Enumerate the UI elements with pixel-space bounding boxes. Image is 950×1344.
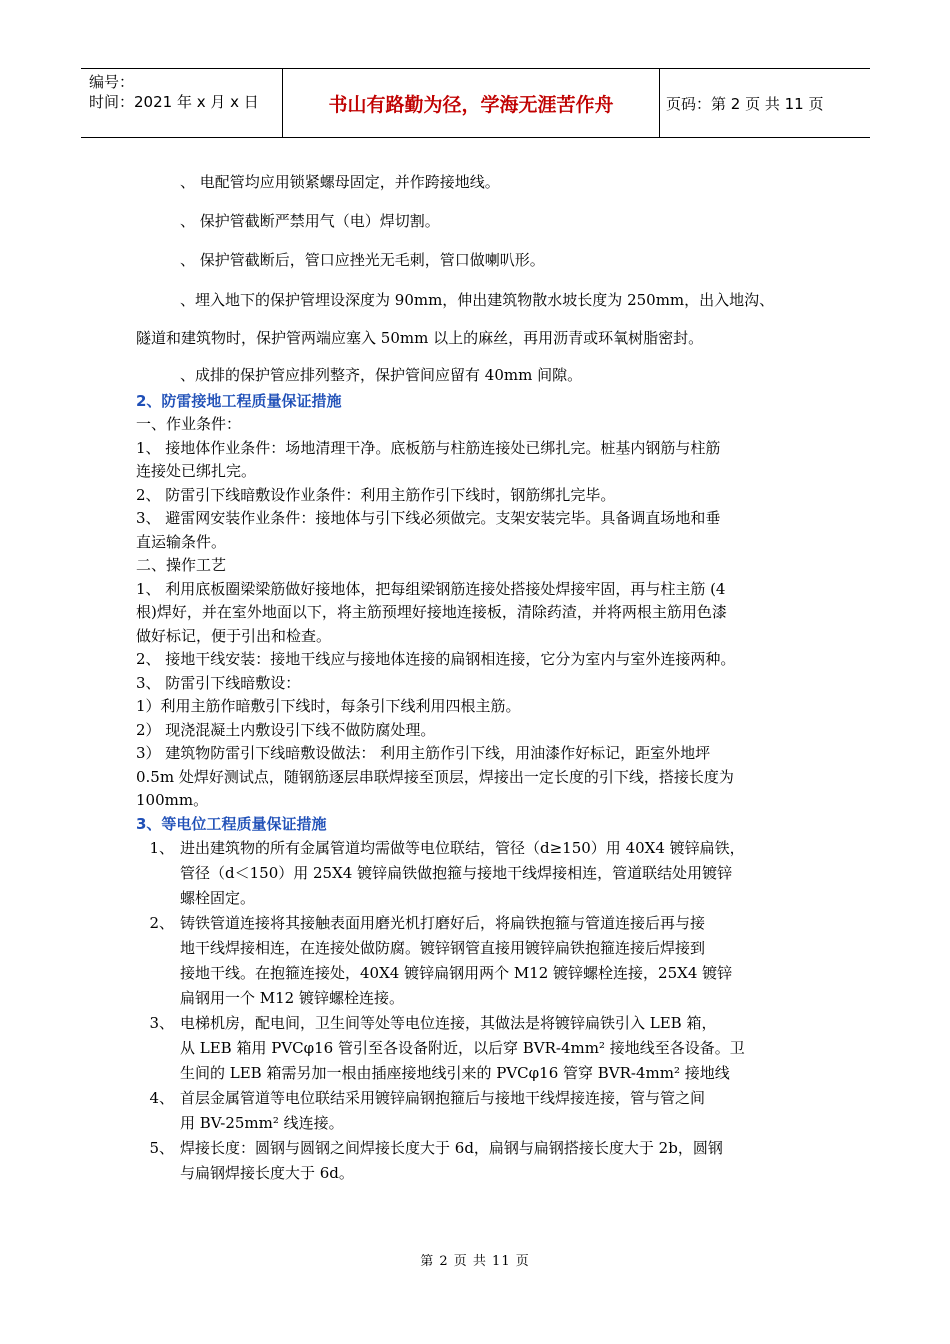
item-number: 2、 — [149, 913, 174, 932]
date-label: 时间：2021 年 x 月 x 日 — [89, 93, 259, 111]
text-line: 100mm。 — [136, 791, 209, 809]
text-line: 从 LEB 箱用 PVCφ16 管引至各设备附近，以后穿 BVR-4mm² 接地线至各设备。卫 — [180, 1038, 745, 1057]
intro-paragraph — [136, 170, 812, 195]
motto-cell — [283, 69, 660, 137]
text-line: 、成排的保护管应排列整齐，保护管间应留有 40mm 间隙。 — [180, 366, 583, 384]
item-text — [180, 836, 812, 911]
text-line: 根)焊好，并在室外地面以下，将主筋预埋好接地连接板，清除药渣，并将两根主筋用色漆 — [136, 603, 727, 621]
item-number: 3、 — [149, 1013, 174, 1032]
text-line: 连接处已绑扎完。 — [136, 462, 257, 480]
text-line: 隧道和建筑物时，保护管两端应塞入 50mm 以上的麻丝，再用沥青或环氧树脂密封。 — [136, 329, 704, 347]
item-text — [180, 1011, 812, 1086]
list-item — [110, 1136, 812, 1186]
text-line: 、 电配管均应用锁紧螺母固定，并作跨接地线。 — [180, 173, 500, 191]
intro-paragraph — [136, 248, 812, 273]
section-2-body — [136, 413, 812, 813]
item-text — [180, 1086, 812, 1136]
text-line: 2） 现浇混凝土内敷设引下线不做防腐处理。 — [136, 720, 436, 739]
intro-paragraph — [136, 281, 812, 357]
section-3-body — [110, 836, 812, 1186]
text-line: 3、 避雷网安装作业条件：接地体与引下线必须做完。支架安装完毕。具备调直场地和垂 — [136, 509, 721, 527]
text-line: 接地干线。在抱箍连接处，40X4 镀锌扁钢用两个 M12 镀锌螺栓连接，25X4 镀锌 — [180, 963, 733, 982]
text-line: 3、 防雷引下线暗敷设： — [136, 673, 301, 692]
text-line: 1、 利用底板圈梁梁筋做好接地体，把每组梁钢筋连接处搭接处焊接牢固，再与柱主筋 (4 — [136, 579, 726, 598]
item-number: 5、 — [149, 1138, 174, 1157]
item-text — [180, 1136, 812, 1186]
item-number: 1、 — [149, 838, 174, 857]
section-3-title: 3、等电位工程质量保证措施 — [136, 814, 327, 833]
text-line: 、 保护管截断严禁用气（电）焊切割。 — [180, 212, 440, 230]
number-label: 编号： — [89, 73, 135, 91]
text-line: 生间的 LEB 箱需另加一根由插座接地线引来的 PVCφ16 管穿 BVR-4mm² 接地线 — [180, 1063, 730, 1082]
text-line: 、埋入地下的保护管埋设深度为 90mm，伸出建筑物散水坡长度为 250mm，出入地沟、 — [180, 291, 775, 309]
item-text — [180, 911, 812, 1011]
page-number-cell — [660, 69, 870, 137]
page-label: 页码：第 2 页 共 11 页 — [666, 94, 824, 113]
text-line: 进出建筑物的所有金属管道均需做等电位联结，管径（d≥150）用 40X4 镀锌扁铁， — [180, 838, 745, 857]
text-line: 铸铁管道连接将其接触表面用磨光机打磨好后，将扁铁抱箍与管道连接后再与接 — [180, 913, 706, 932]
text-line: 管径（d＜150）用 25X4 镀锌扁铁做抱箍与接地干线焊接相连，管道联结处用镀锌 — [180, 863, 733, 882]
text-line: 直运输条件。 — [136, 532, 227, 551]
text-line: 电梯机房，配电间，卫生间等处等电位连接，其做法是将镀锌扁铁引入 LEB 箱， — [180, 1013, 717, 1032]
text-line: 地干线焊接相连，在连接处做防腐。镀锌钢管直接用镀锌扁铁抱箍连接后焊接到 — [180, 938, 706, 957]
list-item — [110, 1011, 812, 1086]
text-line: 首层金属管道等电位联结采用镀锌扁钢抱箍后与接地干线焊接连接，管与管之间 — [180, 1088, 706, 1107]
text-line: 一、作业条件： — [136, 415, 242, 433]
page-footer — [0, 1250, 950, 1269]
header-meta-cell — [81, 69, 283, 137]
text-line: 二、操作工艺 — [136, 556, 227, 574]
text-line: 1、 接地体作业条件：场地清理干净。底板筋与柱筋连接处已绑扎完。桩基内钢筋与柱筋 — [136, 438, 721, 457]
document-body — [136, 170, 812, 1186]
text-line: 、 保护管截断后，管口应挫光无毛刺，管口做喇叭形。 — [180, 251, 545, 269]
text-line: 3） 建筑物防雷引下线暗敷设做法： 利用主筋作引下线，用油漆作好标记，距室外地坪 — [136, 744, 711, 762]
section-2-title: 2、防雷接地工程质量保证措施 — [136, 392, 342, 410]
text-line: 1）利用主筋作暗敷引下线时，每条引下线利用四根主筋。 — [136, 697, 521, 715]
text-line: 2、 接地干线安装：接地干线应与接地体连接的扁钢相连接，它分为室内与室外连接两种。 — [136, 650, 736, 668]
text-line: 0.5m 处焊好测试点，随钢筋逐层串联焊接至顶层，焊接出一定长度的引下线，搭接长度为 — [136, 767, 734, 786]
intro-paragraph — [136, 209, 812, 234]
text-line: 用 BV-25mm² 线连接。 — [180, 1113, 344, 1132]
list-item — [110, 836, 812, 911]
footer-page-number: 第 2 页 共 11 页 — [420, 1254, 530, 1269]
list-item — [110, 1086, 812, 1136]
text-line: 2、 防雷引下线暗敷设作业条件：利用主筋作引下线时，钢筋绑扎完毕。 — [136, 485, 616, 504]
page-header — [81, 68, 870, 138]
intro-paragraph — [136, 363, 812, 388]
item-number: 4、 — [149, 1088, 174, 1107]
text-line: 扁钢用一个 M12 镀锌螺栓连接。 — [180, 988, 404, 1007]
list-item — [110, 911, 812, 1011]
text-line: 与扁钢焊接长度大于 6d。 — [180, 1163, 354, 1182]
text-line: 焊接长度：圆钢与圆钢之间焊接长度大于 6d，扁钢与扁钢搭接长度大于 2b，圆钢 — [180, 1138, 723, 1157]
text-line: 做好标记，便于引出和检查。 — [136, 626, 332, 645]
text-line: 螺栓固定。 — [180, 888, 256, 907]
motto-text: 书山有路勤为径，学海无涯苦作舟 — [328, 93, 614, 116]
